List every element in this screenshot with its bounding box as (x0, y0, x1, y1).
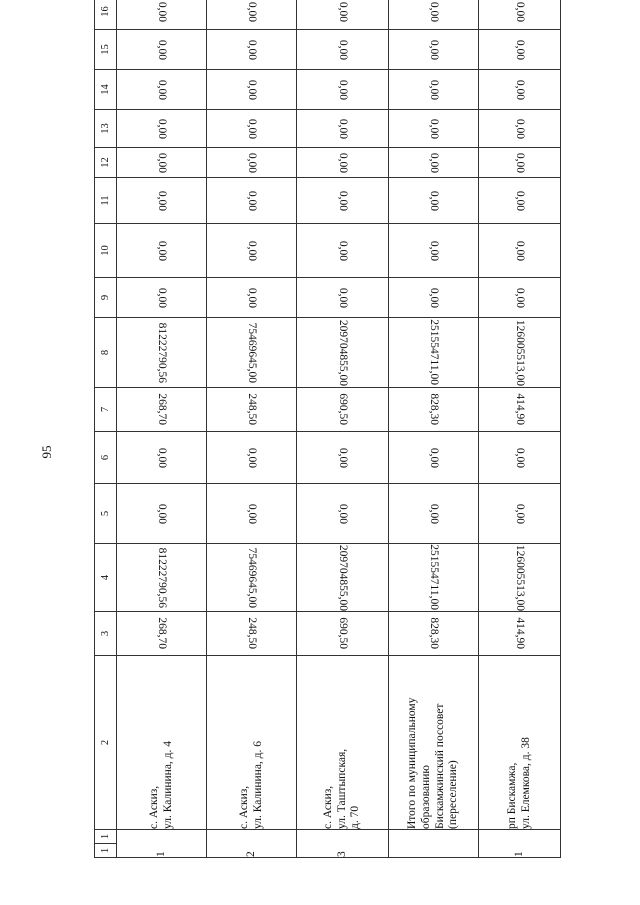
address-cell (117, 656, 207, 830)
value-text: 0,00 (245, 39, 258, 60)
value-text: 0,00 (336, 287, 349, 308)
value-cell (207, 30, 297, 70)
value-cell (207, 224, 297, 278)
address-line: с. Аскиз, (237, 785, 250, 829)
value-cell (297, 70, 389, 110)
value-cell (479, 318, 561, 388)
value-text: 828,30 (427, 393, 440, 426)
value-cell (479, 178, 561, 224)
header-cell: 11 (95, 178, 117, 224)
value-cell (389, 432, 479, 484)
value-cell (207, 432, 297, 484)
value-text: 209704855,00 (336, 544, 349, 611)
header-cell: 13 (95, 110, 117, 148)
value-text: 0,00 (245, 118, 258, 139)
value-text: 0,00 (155, 240, 168, 261)
value-cell (207, 278, 297, 318)
value-cell (117, 278, 207, 318)
value-cell (389, 484, 479, 544)
value-text: 0,00 (513, 503, 526, 524)
address-line: рп Бискамжа, (505, 762, 518, 829)
value-cell (389, 612, 479, 656)
address-line: ул. Калинина, д. 4 (161, 740, 174, 829)
value-text: 0,00 (427, 190, 440, 211)
header-cell: 8 (95, 318, 117, 388)
value-cell (479, 278, 561, 318)
value-text: 0,00 (336, 118, 349, 139)
value-cell (207, 318, 297, 388)
value-text: 0,00 (336, 190, 349, 211)
value-text: 0,00 (427, 287, 440, 308)
row-index-cell: 1 (479, 830, 561, 858)
value-text: 0,00 (155, 287, 168, 308)
value-text: 0,00 (513, 39, 526, 60)
value-cell (117, 0, 207, 30)
value-text: 0,00 (427, 118, 440, 139)
value-text: 251554711,00 (427, 319, 440, 386)
value-cell (479, 110, 561, 148)
page-number: 95 (39, 445, 54, 459)
value-text: 0,00 (427, 152, 440, 173)
value-cell (389, 178, 479, 224)
value-text: 414,90 (513, 617, 526, 650)
value-text: 0,00 (155, 190, 168, 211)
value-cell (389, 318, 479, 388)
header-cell: 4 (95, 544, 117, 612)
row-index-cell: 2 (207, 830, 297, 858)
address-cell (207, 656, 297, 830)
address-line: с. Аскиз, (321, 785, 334, 829)
value-text: 0,00 (427, 503, 440, 524)
value-cell (297, 148, 389, 178)
value-text: 126005513,00 (513, 319, 526, 386)
value-text: 0,00 (513, 447, 526, 468)
value-text: 0,00 (336, 39, 349, 60)
table-row (297, 0, 389, 858)
value-text: 248,50 (245, 393, 258, 426)
header-cell: 7 (95, 388, 117, 432)
value-cell (389, 110, 479, 148)
value-cell (297, 0, 389, 30)
value-text: 81222790,56 (155, 322, 168, 383)
address-line: с. Аскиз, (147, 785, 160, 829)
value-cell (117, 148, 207, 178)
value-cell (479, 30, 561, 70)
value-text: 0,00 (336, 447, 349, 468)
value-text: 0,00 (427, 39, 440, 60)
value-text: 690,50 (336, 617, 349, 650)
value-cell (297, 110, 389, 148)
table-row (117, 0, 207, 858)
value-cell (389, 70, 479, 110)
value-cell (297, 432, 389, 484)
value-text: 414,90 (513, 393, 526, 426)
value-text: 0,00 (155, 152, 168, 173)
value-text: 0,00 (155, 503, 168, 524)
value-cell (207, 178, 297, 224)
value-cell (297, 388, 389, 432)
header-cell: 5 (95, 484, 117, 544)
value-cell (389, 388, 479, 432)
address-line: (переселение) (447, 760, 460, 829)
value-cell (207, 70, 297, 110)
value-text: 0,00 (245, 79, 258, 100)
value-cell (117, 178, 207, 224)
value-cell (207, 148, 297, 178)
value-cell (117, 224, 207, 278)
value-text: 0,00 (513, 118, 526, 139)
row-index-cell: 1 (117, 830, 207, 858)
value-text: 268,70 (155, 617, 168, 650)
value-text: 0,00 (155, 447, 168, 468)
header-cell: 10 (95, 224, 117, 278)
value-cell (207, 612, 297, 656)
value-cell (479, 612, 561, 656)
value-cell (207, 544, 297, 612)
value-text: 0,00 (513, 287, 526, 308)
value-cell (117, 110, 207, 148)
value-cell (117, 318, 207, 388)
value-text: 268,70 (155, 393, 168, 426)
header-cell: 3 (95, 612, 117, 656)
address-line: Бискамжинский поссовет (433, 703, 446, 829)
value-text: 0,00 (427, 447, 440, 468)
value-text: 0,00 (245, 240, 258, 261)
value-text: 0,00 (245, 447, 258, 468)
value-text: 0,00 (245, 1, 258, 22)
value-text: 0,00 (245, 152, 258, 173)
value-cell (389, 148, 479, 178)
value-text: 209704855,00 (336, 319, 349, 386)
value-cell (297, 178, 389, 224)
table-row (479, 0, 561, 858)
value-text: 75469645,00 (245, 547, 258, 608)
address-line: ул. Калинина, д. 6 (251, 740, 264, 829)
header-cell: 6 (95, 432, 117, 484)
value-cell (389, 278, 479, 318)
header-cell: 15 (95, 30, 117, 70)
value-cell (207, 0, 297, 30)
value-text: 0,00 (336, 79, 349, 100)
value-cell (207, 388, 297, 432)
value-cell (297, 318, 389, 388)
value-text: 690,50 (336, 393, 349, 426)
value-text: 0,00 (513, 152, 526, 173)
value-cell (117, 612, 207, 656)
value-cell (479, 432, 561, 484)
value-cell (479, 148, 561, 178)
value-cell (389, 0, 479, 30)
value-text: 0,00 (427, 79, 440, 100)
header-cell: 12 (95, 148, 117, 178)
value-text: 248,50 (245, 617, 258, 650)
value-cell (389, 224, 479, 278)
value-cell (117, 388, 207, 432)
value-cell (207, 484, 297, 544)
value-cell (479, 484, 561, 544)
header-cell: 16 (95, 0, 117, 30)
value-text: 251554711,00 (427, 544, 440, 611)
value-cell (297, 278, 389, 318)
header-cell: 1 (95, 844, 117, 858)
address-line: Итого по муниципальному (405, 697, 418, 829)
value-cell (117, 30, 207, 70)
value-cell (117, 544, 207, 612)
value-text: 0,00 (155, 79, 168, 100)
value-text: 0,00 (336, 152, 349, 173)
data-table (94, 0, 561, 858)
value-text: 0,00 (155, 1, 168, 22)
value-text: 0,00 (336, 1, 349, 22)
value-cell (479, 388, 561, 432)
header-cell: 14 (95, 70, 117, 110)
value-text: 0,00 (245, 287, 258, 308)
row-index-cell: 3 (297, 830, 389, 858)
address-line: образованию (419, 765, 432, 829)
value-cell (297, 30, 389, 70)
table-container (94, 1, 560, 858)
value-text: 0,00 (155, 39, 168, 60)
value-cell (389, 30, 479, 70)
row-index-cell (389, 830, 479, 858)
value-text: 126005513,00 (513, 544, 526, 611)
value-cell (479, 224, 561, 278)
value-text: 0,00 (245, 190, 258, 211)
table-row (207, 0, 297, 858)
value-cell (297, 224, 389, 278)
address-line: ул. Елемкова, д. 38 (519, 737, 532, 829)
value-text: 0,00 (155, 118, 168, 139)
value-text: 0,00 (336, 503, 349, 524)
value-text: 0,00 (513, 190, 526, 211)
value-cell (479, 70, 561, 110)
header-cell: 1 (95, 830, 117, 844)
header-cell: 2 (95, 656, 117, 830)
value-cell (479, 544, 561, 612)
value-cell (479, 0, 561, 30)
value-text: 0,00 (513, 240, 526, 261)
value-text: 0,00 (513, 1, 526, 22)
value-text: 75469645,00 (245, 322, 258, 383)
address-cell (389, 656, 479, 830)
address-line: ул. Таштыпская, (335, 748, 348, 829)
value-cell (297, 544, 389, 612)
value-text: 0,00 (336, 240, 349, 261)
address-line: д. 70 (349, 805, 362, 829)
address-cell (297, 656, 389, 830)
header-row (95, 0, 117, 858)
value-cell (389, 544, 479, 612)
header-cell: 9 (95, 278, 117, 318)
value-text: 81222790,56 (155, 547, 168, 608)
value-text: 0,00 (245, 503, 258, 524)
value-text: 0,00 (427, 240, 440, 261)
value-text: 0,00 (513, 79, 526, 100)
value-cell (117, 70, 207, 110)
value-text: 828,30 (427, 617, 440, 650)
value-cell (207, 110, 297, 148)
value-cell (297, 484, 389, 544)
value-cell (117, 432, 207, 484)
value-cell (117, 484, 207, 544)
table-row (389, 0, 479, 858)
address-cell (479, 656, 561, 830)
value-text: 0,00 (427, 1, 440, 22)
value-cell (297, 612, 389, 656)
